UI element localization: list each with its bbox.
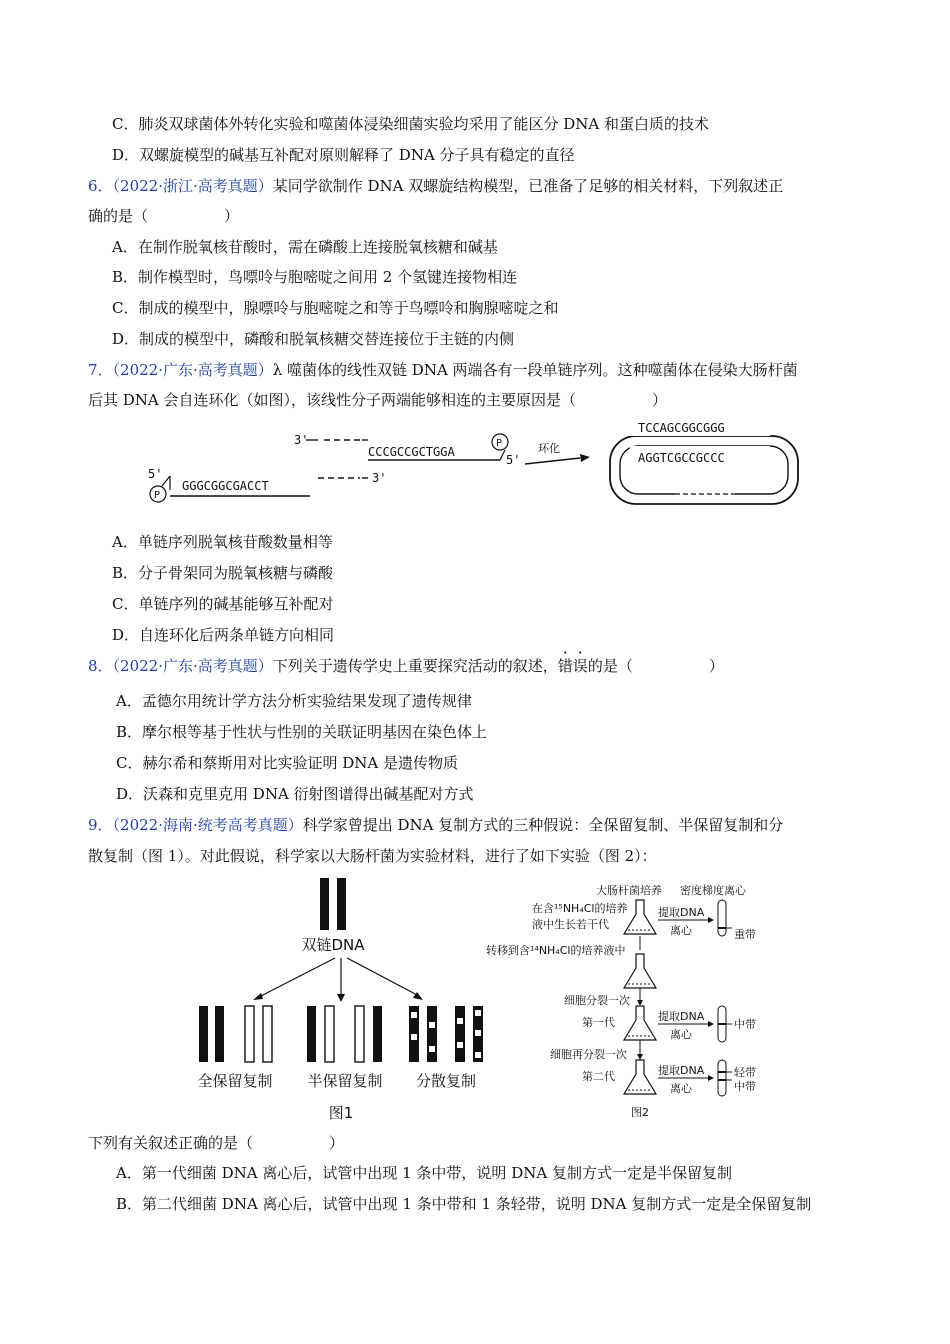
figure-1-replication-hypotheses — [185, 872, 495, 1127]
q7-option-d: D．自连环化后两条单链方向相同 — [112, 626, 335, 644]
q8-option-a: A．孟德尔用统计学方法分析实验结果发现了遗传规律 — [116, 692, 472, 710]
dna-circularization-figure — [140, 418, 810, 518]
question-text: ） — [652, 391, 668, 409]
question-text: 后其 DNA 会自连环化（如图），该线性分子两端能够相连的主要原因是（ — [88, 391, 577, 409]
q5-option-d: D．双螺旋模型的碱基互补配对原则解释了 DNA 分子具有稳定的直径 — [112, 146, 575, 164]
arrow-label: 环化 — [538, 442, 560, 455]
q6-option-a: A．在制作脱氧核苷酸时，需在磷酸上连接脱氧核糖和碱基 — [112, 238, 498, 256]
question-text: 某同学欲制作 DNA 双螺旋结构模型，已准备了足够的相关材料，下列叙述正 — [272, 177, 784, 195]
label-gen-2: 第二代 — [582, 1070, 615, 1083]
step-extract: 提取DNA — [658, 906, 705, 919]
fig2-caption: 图2 — [631, 1106, 649, 1119]
step-divide-again: 细胞再分裂一次 — [550, 1048, 627, 1061]
question-text: 下列关于遗传学史上重要探究活动的叙述， — [272, 657, 558, 675]
question-text: ） — [224, 207, 240, 225]
emphasis-char: 误 — [572, 657, 588, 675]
step1-line1: 在含¹⁵NH₄Cl的培养 — [532, 902, 628, 915]
question-source: （2022·广东·高考真题） — [112, 657, 273, 675]
q9-stem — [88, 815, 783, 835]
q7-stem — [88, 360, 798, 380]
label-conservative: 全保留复制 — [197, 1072, 273, 1090]
q6-option-b: B．制作模型时，鸟嘌呤与胞嘧啶之间用 2 个氢键连接物相连 — [112, 268, 518, 286]
question-number: 8． — [88, 657, 113, 675]
label-5-prime: 5' — [148, 467, 163, 481]
q9-option-b: B．第二代细菌 DNA 离心后，试管中出现 1 条中带和 1 条轻带，说明 DNA 复制方式一定是全保留复制 — [116, 1195, 812, 1213]
q7-option-c: C．单链序列的碱基能够互补配对 — [112, 595, 334, 613]
fig1-top-label: 双链DNA — [301, 936, 365, 954]
q9-option-a: A．第一代细菌 DNA 离心后，试管中出现 1 条中带，说明 DNA 复制方式一定是半保留复制 — [116, 1164, 732, 1182]
question-number: 6． — [88, 177, 113, 195]
dna-strand-dark — [337, 878, 346, 930]
question-text: 确的是（ — [88, 207, 149, 225]
fig1-caption: 图1 — [328, 1104, 354, 1122]
tube-icon — [718, 1060, 726, 1096]
step-divide-once: 细胞分裂一次 — [564, 994, 630, 1007]
step-centrifuge: 离心 — [670, 1028, 692, 1041]
label-dispersive: 分散复制 — [415, 1072, 477, 1090]
ring-bottom-seq: AGGTCGCCGCCC — [638, 451, 725, 465]
question-text: λ 噬菌体的线性双链 DNA 两端各有一段单链序列。这种噬菌体在侵染大肠杆菌 — [272, 361, 798, 379]
band-middle: 中带 — [734, 1018, 756, 1031]
q7-option-a: A．单链序列脱氧核苷酸数量相等 — [112, 533, 333, 551]
figure-2-experiment — [486, 880, 776, 1125]
label-5-prime: 5' — [506, 453, 521, 467]
question-text: ） — [329, 1134, 345, 1152]
arrow-icon — [580, 454, 590, 462]
step-centrifuge: 离心 — [670, 924, 692, 937]
band-light: 轻带 — [734, 1066, 756, 1079]
question-number: 7． — [88, 361, 113, 379]
q9-ask — [88, 1133, 344, 1153]
dna-strand-dark — [320, 878, 329, 930]
bottom-single-strand-seq: GGGCGGCGACCT — [182, 479, 269, 493]
q8-stem — [88, 656, 724, 676]
flask-icon — [624, 1006, 656, 1040]
ring-top-seq: TCCAGCGGCGGG — [638, 421, 725, 435]
emphasis-char: 错 — [557, 657, 573, 675]
top-single-strand-seq: CCCGCCGCTGGA — [368, 445, 455, 459]
q6-option-c: C．制成的模型中，腺嘌呤与胞嘧啶之和等于鸟嘌呤和胸腺嘧啶之和 — [112, 299, 559, 317]
question-text: 下列有关叙述正确的是（ — [88, 1134, 254, 1152]
question-source: （2022·浙江·高考真题） — [112, 177, 273, 195]
step-transfer: 转移到含¹⁴NH₄Cl的培养液中 — [486, 944, 626, 957]
phosphate-label: P — [496, 438, 503, 449]
header-culture: 大肠杆菌培养 — [596, 884, 662, 897]
q8-option-d: D．沃森和克里克用 DNA 衍射图谱得出碱基配对方式 — [116, 785, 474, 803]
flask-icon — [624, 954, 656, 988]
q8-option-b: B．摩尔根等基于性状与性别的关联证明基因在染色体上 — [116, 723, 488, 741]
step-extract: 提取DNA — [658, 1010, 705, 1023]
question-text: 的是（ — [587, 657, 633, 675]
q6-stem — [88, 176, 783, 196]
band-middle: 中带 — [734, 1080, 756, 1093]
dispersive-strands — [409, 1006, 483, 1062]
question-source: （2022·广东·高考真题） — [112, 361, 273, 379]
q7-stem-line2 — [88, 390, 667, 410]
label-semi-conservative: 半保留复制 — [307, 1072, 383, 1090]
flask-icon — [624, 1060, 656, 1094]
step-extract: 提取DNA — [658, 1064, 705, 1077]
band-heavy: 重带 — [734, 928, 756, 941]
phosphate-label: P — [154, 490, 161, 501]
label-3-prime: 3' — [372, 471, 387, 485]
question-source: （2022·海南·统考高考真题） — [112, 816, 303, 834]
question-number: 9． — [88, 816, 113, 834]
label-3-prime: 3' — [294, 433, 309, 447]
question-text: ） — [708, 657, 724, 675]
tube-icon — [718, 900, 726, 936]
q5-option-c: C．肺炎双球菌体外转化实验和噬菌体浸染细菌实验均采用了能区分 DNA 和蛋白质的技术 — [112, 115, 710, 133]
q6-option-d: D．制成的模型中，磷酸和脱氧核糖交替连接位于主链的内侧 — [112, 330, 515, 348]
q6-stem-line2 — [88, 206, 239, 226]
q8-option-c: C．赫尔希和蔡斯用对比实验证明 DNA 是遗传物质 — [116, 754, 458, 772]
step-centrifuge: 离心 — [670, 1082, 692, 1095]
question-text: 科学家曾提出 DNA 复制方式的三种假说：全保留复制、半保留复制和分 — [302, 816, 784, 834]
step1-line2: 液中生长若干代 — [532, 918, 609, 931]
q7-option-b: B．分子骨架同为脱氧核糖与磷酸 — [112, 564, 334, 582]
header-centrifuge: 密度梯度离心 — [680, 884, 746, 897]
flask-icon — [624, 900, 656, 934]
label-gen-1: 第一代 — [582, 1016, 615, 1029]
q9-stem-line2: 散复制（图 1）。对此假说，科学家以大肠杆菌为实验材料，进行了如下实验（图 2）： — [88, 847, 657, 865]
